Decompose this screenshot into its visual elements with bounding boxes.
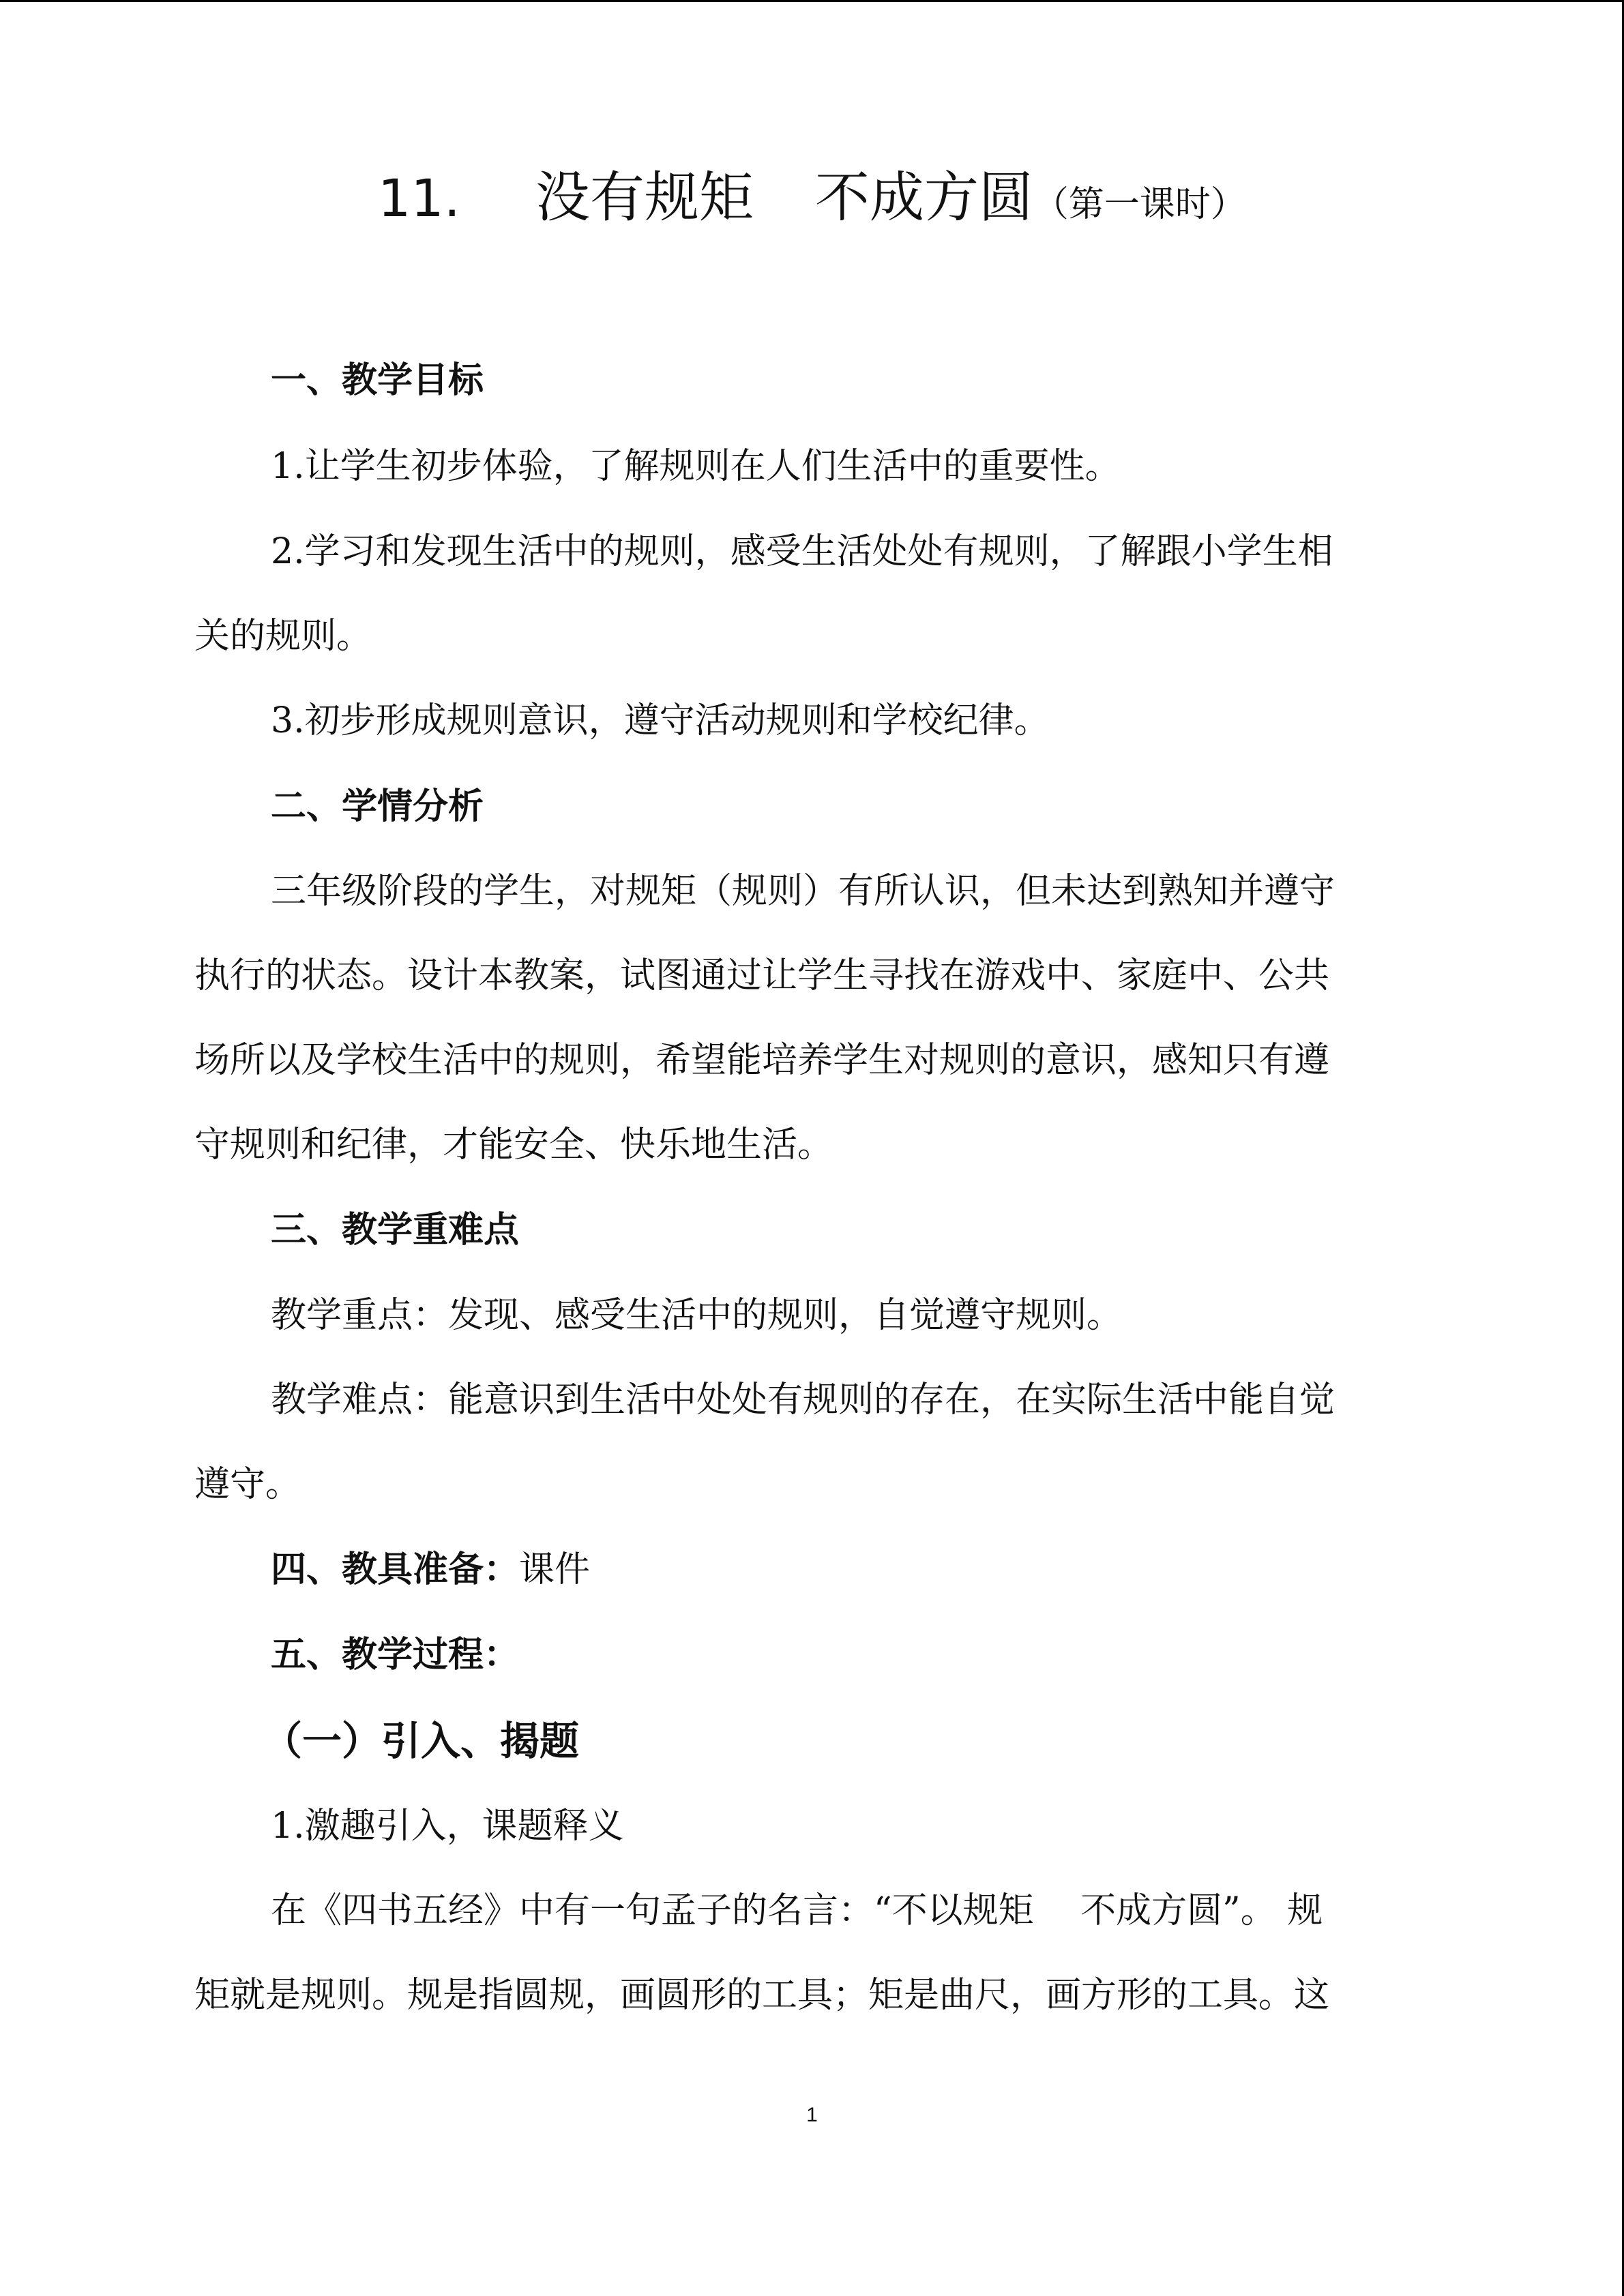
objective-2-line2: 关的规则。 (194, 616, 372, 657)
analysis-line3: 场所以及学校生活中的规则，希望能培养学生对规则的意识，感知只有遵 (194, 1040, 1330, 1081)
analysis-heading: 二、学情分析 (271, 786, 484, 827)
lesson-number: 11. (378, 168, 460, 228)
objectives-heading: 一、教学目标 (271, 360, 484, 401)
process-heading: 五、教学过程： (271, 1635, 520, 1675)
materials-line (271, 1547, 1512, 1592)
materials-heading: 四、教具准备： (271, 1549, 520, 1590)
objective-1: 1.让学生初步体验，了解规则在人们生活中的重要性。 (271, 446, 1121, 487)
keypoint-difficulty-line2: 遵守。 (194, 1464, 301, 1505)
lesson-title (0, 153, 1624, 232)
objective-2-line1: 2.学习和发现生活中的规则，感受生活处处有规则，了解跟小学生相 (271, 531, 1333, 572)
process-item-1: 1.激趣引入，课题释义 (271, 1806, 624, 1847)
process-subheading-1: （一）引入、揭题 (263, 1718, 580, 1764)
lesson-title-part1: 没有规矩 (535, 166, 754, 229)
process-paragraph-line1: 在《四书五经》中有一句孟子的名言：“不以规矩 不成方圆”。 规 (271, 1890, 1323, 1931)
materials-value: 课件 (519, 1549, 591, 1590)
keypoint-difficulty-line1: 教学难点：能意识到生活中处处有规则的存在，在实际生活中能自觉 (271, 1380, 1335, 1420)
lesson-title-part2: 不成方圆 (814, 166, 1033, 229)
lesson-subtitle: （第一课时） (1033, 184, 1246, 225)
objective-3: 3.初步形成规则意识，遵守活动规则和学校纪律。 (271, 700, 1050, 741)
keypoint-focus: 教学重点：发现、感受生活中的规则，自觉遵守规则。 (271, 1295, 1123, 1336)
page-number: 1 (806, 2104, 818, 2126)
process-paragraph-line2: 矩就是规则。规是指圆规，画圆形的工具；矩是曲尺，画方形的工具。这 (194, 1975, 1330, 2016)
analysis-line4: 守规则和纪律，才能安全、快乐地生活。 (194, 1124, 833, 1165)
analysis-line1: 三年级阶段的学生，对规矩（规则）有所认识，但未达到熟知并遵守 (271, 871, 1335, 912)
keypoints-heading: 三、教学重难点 (271, 1210, 520, 1251)
analysis-line2: 执行的状态。设计本教案，试图通过让学生寻找在游戏中、家庭中、公共 (194, 955, 1330, 996)
